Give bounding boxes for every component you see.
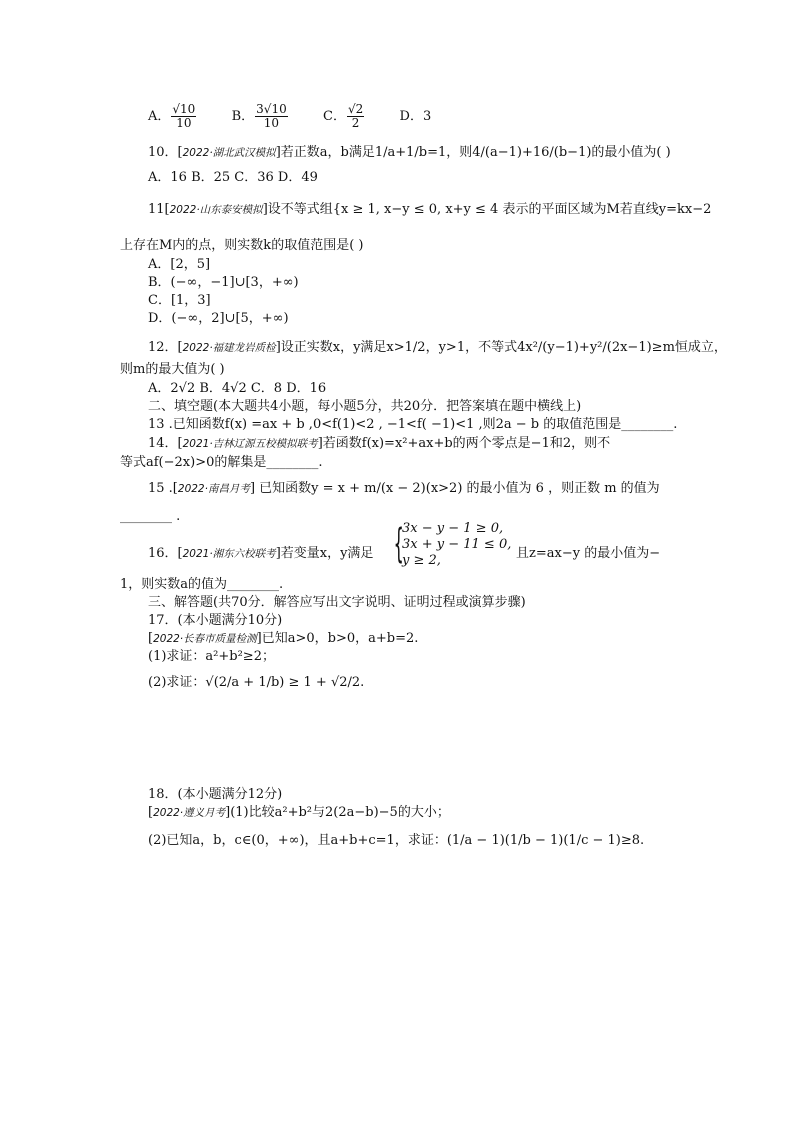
q10-stem: 10．[2022·湖北武汉模拟]若正数a，b满足1/a+1/b=1，则4/(a−1)+16/(b−1)的最小值为( ) <box>148 145 671 160</box>
q16-line2: 1，则实数a的值为________. <box>120 577 284 592</box>
q18-source: 2022·遵义月考 <box>153 807 226 819</box>
q14-line2: 等式af(−2x)>0的解集是________. <box>120 455 323 470</box>
q15-line2: ________ . <box>120 509 181 524</box>
q16-brace: { <box>393 521 404 567</box>
q16-stem: 16．[2021·湘东六校联考]若变量x，y满足 <box>148 546 374 561</box>
q18-stem: [2022·遵义月考](1)比较a²+b²与2(2a−b)−5的大小； <box>148 805 450 820</box>
q9-option-b: B． $\frac{3√10}{10}$ <box>231 102 287 130</box>
q17-head: 17．(本小题满分10分) <box>148 613 283 628</box>
q12-line2: 则m的最大值为( ) <box>120 362 225 377</box>
q9-option-d: D．3 <box>399 109 432 124</box>
section-solution-heading: 三、解答题(共70分．解答应写出文字说明、证明过程或演算步骤) <box>148 595 526 610</box>
q10-options: A．16 B．25 C．36 D．49 <box>148 170 318 185</box>
q11-source: 2022·山东泰安模拟 <box>169 204 263 216</box>
q16-after: 且z=ax−y 的最小值为− <box>516 546 661 561</box>
q9-option-a: A． $\frac{√10}{10}$ <box>148 102 196 130</box>
q12-options: A．2√2 B．4√2 C．8 D．16 <box>148 381 327 396</box>
q16-system <box>402 521 511 569</box>
q15-source: 2022·南昌月考 <box>177 483 250 495</box>
q17-stem: [2022·长春市质量检测]已知a>0，b>0，a+b=2. <box>148 631 419 646</box>
q11-line2: 上存在M内的点，则实数k的取值范围是( ) <box>120 238 364 253</box>
q17-part2: (2)求证：√(2/a + 1/b) ≥ 1 + √2/2. <box>148 675 365 690</box>
q14-source: 2021·吉林辽源五校模拟联考 <box>182 438 318 450</box>
q9-c-fraction: $\frac{√2}{2}$ <box>347 102 364 130</box>
section-fill-in-heading: 二、填空题(本大题共4小题，每小题5分，共20分．把答案填在题中横线上) <box>148 399 582 414</box>
q9-options <box>148 102 431 132</box>
q14-stem: 14．[2021·吉林辽源五校模拟联考]若函数f(x)=x²+ax+b的两个零点是−1和2，则不 <box>148 436 611 451</box>
q11-option-a: A．[2，5] <box>148 257 211 272</box>
q16-system-row2: 3x + y − 11 ≤ 0, <box>402 537 512 552</box>
q10-source: 2022·湖北武汉模拟 <box>182 147 276 159</box>
q11-option-d: D．(−∞，2]∪[5，+∞) <box>148 311 289 326</box>
q18-head: 18．(本小题满分12分) <box>148 787 283 802</box>
q11-option-b: B．(−∞，−1]∪[3，+∞) <box>148 275 299 290</box>
q16-source: 2021·湘东六校联考 <box>182 548 276 560</box>
q11-option-c: C．[1，3] <box>148 293 211 308</box>
q16-system-row1: 3x − y − 1 ≥ 0, <box>402 521 504 536</box>
q12-stem: 12．[2022·福建龙岩质检]设正实数x，y满足x>1/2，y>1，不等式4x²/(y−1)+y²/(2x−1)≥m恒成立， <box>148 340 727 355</box>
q18-part2: (2)已知a，b，c∈(0，+∞)，且a+b+c=1，求证：(1/a − 1)(1/b − 1)(1/c − 1)≥8. <box>148 833 645 848</box>
q9-option-c: C． $\frac{√2}{2}$ <box>323 102 364 130</box>
q15-stem: 15 .[2022·南昌月考] 已知函数y = x + m/(x − 2)(x>2) 的最小值为 6 ，则正数 m 的值为 <box>148 481 660 496</box>
q11-stem: 11[2022·山东泰安模拟]设不等式组{x ≥ 1, x−y ≤ 0, x+y ≤ 4 表示的平面区域为M若直线y=kx−2 <box>148 202 712 217</box>
q17-part1: (1)求证：a²+b²≥2； <box>148 649 275 664</box>
q12-source: 2022·福建龙岩质检 <box>182 342 276 354</box>
q9-b-fraction: $\frac{3√10}{10}$ <box>256 102 287 130</box>
q9-a-fraction: $\frac{√10}{10}$ <box>172 102 196 130</box>
q13-stem: 13 .已知函数f(x) =ax + b ,0<f(1)<2 , −1<f( −1)<1 ,则2a − b 的取值范围是________. <box>148 417 678 432</box>
q16-system-row3: y ≥ 2, <box>402 553 441 568</box>
q17-source: 2022·长春市质量检测 <box>153 633 257 645</box>
